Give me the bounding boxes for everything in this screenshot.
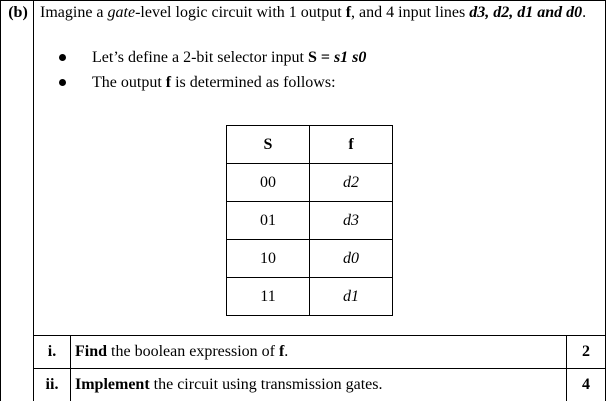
selector-truth-table (226, 125, 393, 316)
table-row (227, 240, 393, 278)
table-row (227, 278, 393, 316)
question-row-ii (0, 368, 606, 401)
cell-f: d1 (310, 278, 393, 316)
cell-s: 10 (227, 240, 310, 278)
question-text: Implement the circuit using transmission gates. (75, 376, 383, 393)
header-s: S (227, 126, 310, 164)
cell-f: d3 (310, 202, 393, 240)
intro-text: Imagine a gate-level logic circuit with 1 output f, and 4 input lines d3, d2, d1 and d0. (40, 4, 587, 21)
part-label: (b) (8, 4, 28, 21)
table-row (227, 202, 393, 240)
question-text: Find the boolean expression of f. (75, 343, 289, 360)
bullet-list (55, 45, 366, 95)
cell-s: 01 (227, 202, 310, 240)
question-number: ii. (45, 376, 59, 393)
question-number: i. (47, 343, 57, 360)
cell-f: d2 (310, 164, 393, 202)
bullet-item-output: The output f is determined as follows: (55, 70, 366, 95)
bullet-icon (59, 79, 66, 86)
table-row (227, 164, 393, 202)
header-f: f (310, 126, 393, 164)
cell-f: d0 (310, 240, 393, 278)
question-marks: 4 (582, 376, 590, 393)
bullet-icon (59, 54, 66, 61)
cell-s: 11 (227, 278, 310, 316)
table-header-row (227, 126, 393, 164)
top-border (0, 0, 606, 1)
cell-s: 00 (227, 164, 310, 202)
question-marks: 2 (582, 343, 590, 360)
question-row-i (0, 335, 606, 368)
bullet-item-selector: Let’s define a 2-bit selector input S = s1 s0 (55, 45, 366, 70)
